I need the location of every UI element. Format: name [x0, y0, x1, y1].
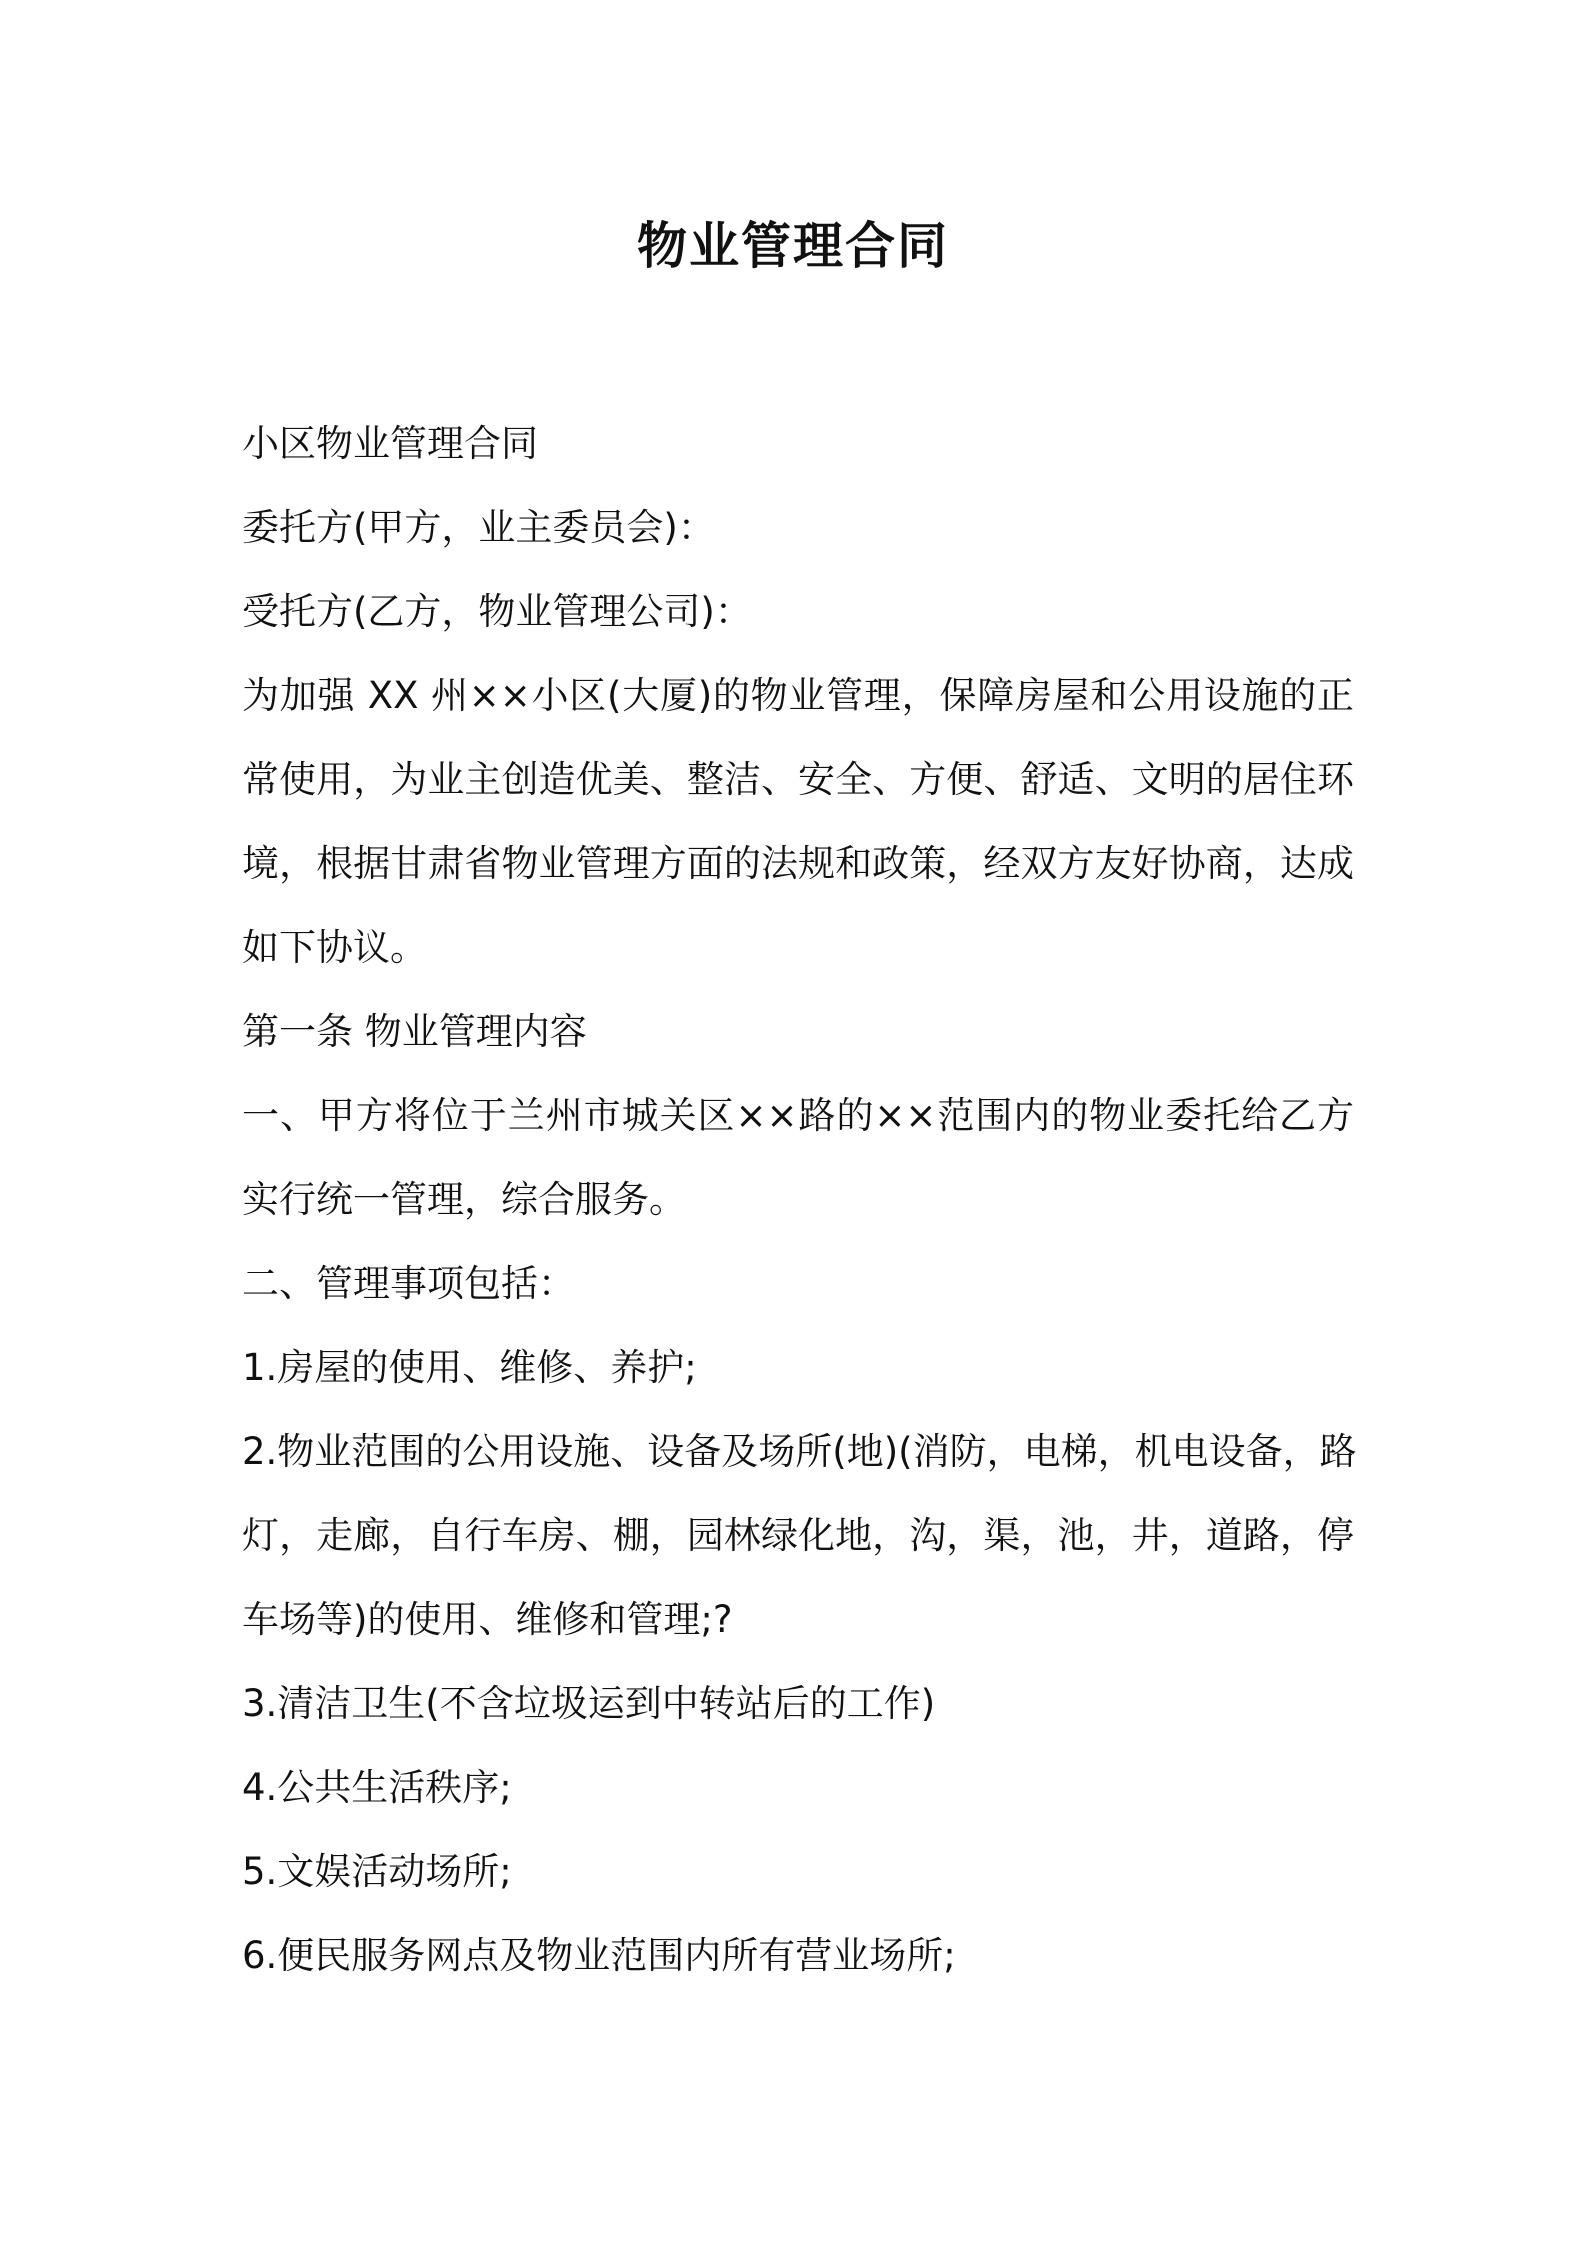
document-body — [242, 402, 1357, 1998]
article-1-heading: 第一条 物业管理内容 — [242, 1010, 587, 1053]
clause-2-heading: 二、管理事项包括： — [242, 1262, 575, 1305]
item-2-line-3: 车场等)的使用、维修和管理;? — [242, 1598, 733, 1641]
item-6: 6.便民服务网点及物业范围内所有营业场所; — [242, 1934, 956, 1977]
document-title: 物业管理合同 — [637, 217, 949, 275]
item-3: 3.清洁卫生(不含垃圾运到中转站后的工作) — [242, 1682, 936, 1725]
party-a-line: 委托方(甲方，业主委员会)： — [242, 506, 715, 549]
clause-1-line-1: 一、甲方将位于兰州市城关区××路的××范围内的物业委托给乙方 — [242, 1094, 1354, 1137]
item-2-line-2: 灯，走廊，自行车房、棚，园林绿化地，沟，渠，池，井，道路，停 — [242, 1514, 1354, 1557]
item-2-line-1: 2.物业范围的公用设施、设备及场所(地)(消防，电梯，机电设备，路 — [242, 1430, 1357, 1473]
contract-subtitle: 小区物业管理合同 — [242, 422, 538, 465]
item-5: 5.文娱活动场所; — [242, 1850, 512, 1893]
preamble-line-1: 为加强 XX 州××小区(大厦)的物业管理，保障房屋和公用设施的正 — [242, 674, 1354, 717]
item-4: 4.公共生活秩序; — [242, 1766, 512, 1809]
preamble-line-3: 境，根据甘肃省物业管理方面的法规和政策，经双方友好协商，达成 — [242, 842, 1354, 885]
clause-1-line-2: 实行统一管理，综合服务。 — [242, 1178, 686, 1221]
preamble-line-2: 常使用，为业主创造优美、整洁、安全、方便、舒适、文明的居住环 — [242, 758, 1354, 801]
item-1: 1.房屋的使用、维修、养护; — [242, 1346, 697, 1389]
party-b-line: 受托方(乙方，物业管理公司)： — [242, 590, 752, 633]
preamble-line-4: 如下协议。 — [242, 926, 427, 969]
